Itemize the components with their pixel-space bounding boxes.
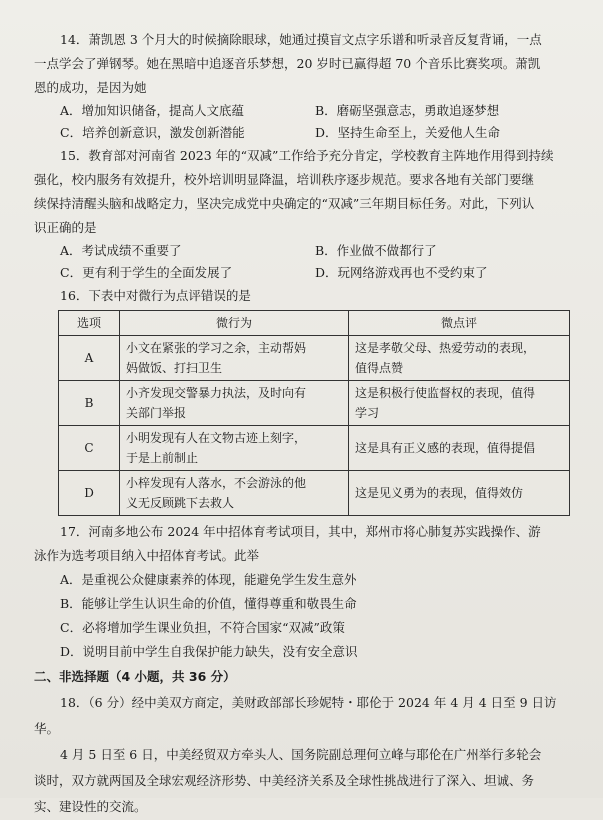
q15-stem-line2: 强化，校内服务有效提升，校外培训明显降温，培训秩序逐步规范。要求各地有关部门要继 [34,172,535,187]
q16-table [58,310,570,516]
behavior-line: 小明发现有人在文物古迹上刻字， [126,431,307,445]
header-behavior: 微行为 [120,311,349,336]
q17-option-d[interactable]: D．说明目前中学生自我保护能力缺失，没有安全意识 [60,644,358,659]
q15-stem-line1: 15．教育部对河南省 2023 年的“双减”工作给予充分肯定，学校教育主阵地作用得到持续 [60,148,554,163]
q15-option-a[interactable]: A．考试成绩不重要了 [60,243,182,258]
row-option: D [59,471,120,516]
review-line: 值得点赞 [355,361,404,375]
question-16 [34,284,577,516]
q17-option-c[interactable]: C．必将增加学生课业负担，不符合国家“双减”政策 [60,620,345,635]
q16-stem: 16．下表中对微行为点评错误的是 [60,288,251,303]
q14-option-d[interactable]: D．坚持生命至上，关爱他人生命 [315,125,501,140]
row-behavior [120,426,349,471]
q15-option-d[interactable]: D．玩网络游戏再也不受约束了 [315,265,488,280]
row-behavior [120,336,349,381]
row-review [349,336,570,381]
header-option: 选项 [59,311,120,336]
q15-stem-line3: 续保持清醒头脑和战略定力，坚决完成党中央确定的“双减”三年期目标任务。对此，下列认 [34,196,535,211]
question-18 [34,690,577,820]
q14-stem-line2: 一点学会了弹钢琴。她在黑暗中追逐音乐梦想，20 岁时已赢得超 70 个音乐比赛奖项。萧凯 [34,56,541,71]
q17-options [34,568,577,664]
question-14 [34,28,577,144]
row-behavior [120,471,349,516]
row-option: A [59,336,120,381]
section-heading: 二、非选择题（4 小题，共 36 分） [34,669,236,684]
q17-option-a[interactable]: A．是重视公众健康素养的体现，能避免学生发生意外 [60,572,357,587]
q17-option-b[interactable]: B．能够让学生认识生命的价值，懂得尊重和敬畏生命 [60,596,357,611]
behavior-line: 义无反顾跳下去救人 [126,496,235,510]
q14-options [34,100,577,144]
q17-stem-line2: 泳作为选考项目纳入中招体育考试。此举 [34,548,260,563]
q14-stem-line1: 14．萧凯恩 3 个月大的时候摘除眼球，她通过摸盲文点字乐谱和听录音反复背诵，一点 [60,32,542,47]
q15-option-b[interactable]: B．作业做不做都行了 [315,243,437,258]
review-line: 这是积极行使监督权的表现，值得 [355,386,536,400]
question-15 [34,144,577,284]
q14-option-a[interactable]: A．增加知识储备，提高人文底蕴 [60,103,245,118]
row-review: 这是见义勇为的表现，值得效仿 [349,471,570,516]
table-row [59,336,570,381]
behavior-line: 于是上前制止 [126,451,199,465]
q18-line3: 4 月 5 日至 6 日，中美经贸双方牵头人、国务院副总理何立峰与耶伦在广州举行多轮会 [60,747,542,762]
behavior-line: 小文在紧张的学习之余，主动帮妈 [126,341,307,355]
row-behavior [120,381,349,426]
row-option: C [59,426,120,471]
q15-stem-line4: 识正确的是 [34,220,97,235]
review-line: 这是孝敬父母、热爱劳动的表现， [355,341,536,355]
behavior-line: 妈做饭、打扫卫生 [126,361,223,375]
review-line: 学习 [355,406,380,420]
row-review [349,381,570,426]
table-row [59,426,570,471]
q18-line5: 实、建设性的交流。 [34,799,147,814]
question-17 [34,520,577,664]
row-review: 这是具有正义感的表现，值得提倡 [349,426,570,471]
row-option: B [59,381,120,426]
q14-option-b[interactable]: B．磨砺坚强意志，勇敢追逐梦想 [315,103,500,118]
behavior-line: 关部门举报 [126,406,187,420]
q17-stem-line1: 17．河南多地公布 2024 年中招体育考试项目，其中，郑州市将心肺复苏实践操作、游 [60,524,541,539]
behavior-line: 小梓发现有人落水，不会游泳的他 [126,476,307,490]
header-review: 微点评 [349,311,570,336]
table-row [59,381,570,426]
behavior-line: 小齐发现交警暴力执法，及时向有 [126,386,307,400]
q15-options [34,240,577,284]
table-header-row [59,311,570,336]
q18-line2: 华。 [34,721,60,736]
q14-stem-line3: 恩的成功，是因为她 [34,80,147,95]
q18-line4: 谈时，双方就两国及全球宏观经济形势、中美经济关系及全球性挑战进行了深入、坦诚、务 [34,773,535,788]
q18-line1: 18．（6 分）经中美双方商定，美财政部部长珍妮特・耶伦于 2024 年 4 月 4 日至 9 日访 [60,695,557,710]
q15-option-c[interactable]: C．更有利于学生的全面发展了 [60,265,233,280]
table-row [59,471,570,516]
q14-option-c[interactable]: C．培养创新意识，激发创新潜能 [60,125,245,140]
